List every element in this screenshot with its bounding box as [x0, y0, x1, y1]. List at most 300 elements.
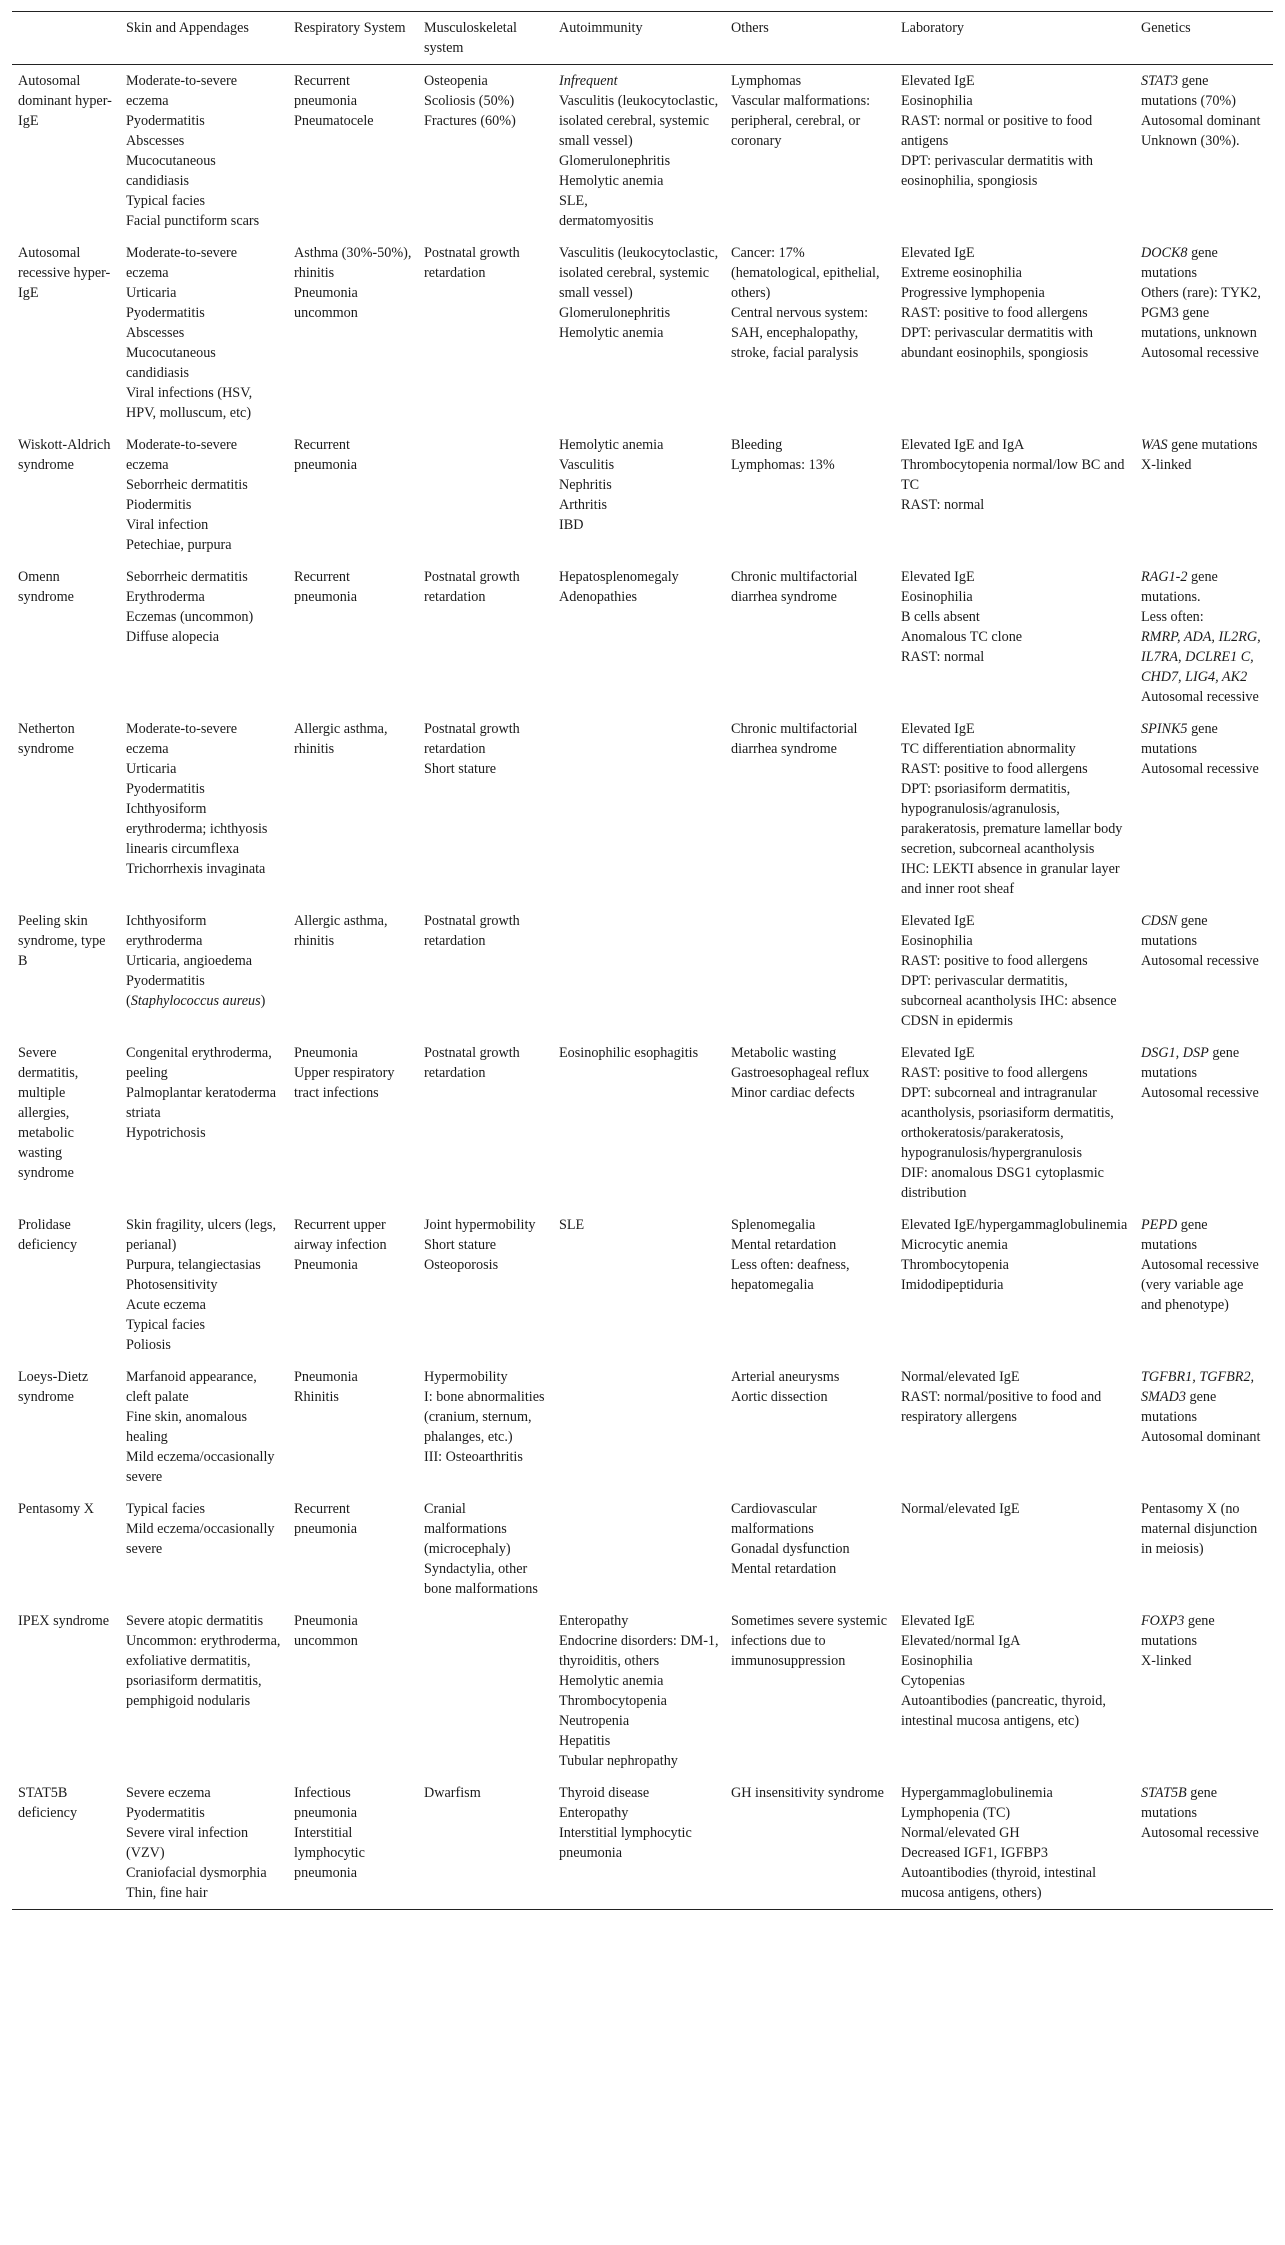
table-cell — [553, 905, 725, 1037]
cell-line: Hypotrichosis — [126, 1125, 206, 1141]
cell-line: Cardiovascular malformations — [731, 1501, 817, 1537]
cell-line: Elevated IgE — [901, 1045, 975, 1061]
table-cell — [1135, 561, 1273, 713]
table-cell — [120, 1777, 288, 1910]
cell-line: Thrombocytopenia — [901, 1257, 1009, 1273]
cell-line: Scoliosis (50%) — [424, 93, 515, 109]
cell-line: Others (rare): TYK2, PGM3 gene mutations, unknown — [1141, 285, 1261, 341]
cell-line: Skin fragility, ulcers (legs, perianal) — [126, 1217, 276, 1253]
table-cell — [553, 1209, 725, 1361]
cell-line: Autosomal dominant — [1141, 113, 1261, 129]
row-condition-name: Wiskott-Aldrich syndrome — [18, 437, 111, 473]
cell-line: Syndactylia, other bone malformations — [424, 1561, 538, 1597]
table-cell — [418, 1361, 553, 1493]
table-cell — [120, 905, 288, 1037]
row-condition-name: Netherton syndrome — [18, 721, 75, 757]
cell-line: Allergic asthma, rhinitis — [294, 913, 388, 949]
cell-line: Autosomal recessive — [1141, 953, 1259, 969]
table-cell — [553, 1605, 725, 1777]
cell-line: Elevated IgE — [901, 721, 975, 737]
text-segment: gene mutations — [1141, 721, 1218, 757]
cell-line: SLE, — [559, 193, 588, 209]
table-cell — [1135, 905, 1273, 1037]
text-segment: gene mutations (70%) — [1141, 73, 1236, 109]
cell-line: Recurrent upper airway infection — [294, 1217, 387, 1253]
table-cell — [418, 713, 553, 905]
table-cell — [120, 561, 288, 713]
cell-line: Photosensitivity — [126, 1277, 218, 1293]
text-segment: gene mutations — [1141, 1613, 1215, 1649]
row-condition-name: Pentasomy X — [18, 1501, 95, 1517]
table-row — [12, 561, 1273, 713]
cell-line — [1141, 627, 1267, 687]
italic-term: SPINK5 — [1141, 721, 1188, 737]
table-cell — [288, 1209, 418, 1361]
column-header: Laboratory — [895, 12, 1135, 65]
cell-line: Vasculitis (leukocytoclastic, isolated cerebral, systemic small vessel) — [559, 93, 719, 149]
cell-line — [1141, 71, 1267, 111]
cell-line: Vascular malformations: peripheral, cerebral, or coronary — [731, 93, 871, 149]
cell-line — [1141, 1043, 1267, 1083]
cell-line: Thrombocytopenia normal/low BC and TC — [901, 457, 1125, 493]
cell-line: Pyodermatitis — [126, 1805, 205, 1821]
table-row — [12, 1605, 1273, 1777]
cell-line: Postnatal growth retardation — [424, 245, 520, 281]
cell-line: Hemolytic anemia — [559, 437, 664, 453]
cell-line: Metabolic wasting — [731, 1045, 837, 1061]
cell-line: Short stature — [424, 1237, 497, 1253]
table-cell — [895, 1493, 1135, 1605]
cell-line: Anomalous TC clone — [901, 629, 1023, 645]
row-condition-name: Prolidase deficiency — [18, 1217, 78, 1253]
cell-line: SLE — [559, 1217, 585, 1233]
italic-term: STAT5B — [1141, 1785, 1187, 1801]
cell-line: Progressive lymphopenia — [901, 285, 1045, 301]
cell-line: Abscesses — [126, 133, 185, 149]
table-row — [12, 1037, 1273, 1209]
italic-term: WAS — [1141, 437, 1168, 453]
table-cell — [895, 561, 1135, 713]
cell-line: Pneumonia uncommon — [294, 1613, 358, 1649]
cell-line: Elevated IgE — [901, 73, 975, 89]
cell-line: Elevated IgE — [901, 245, 975, 261]
cell-line: Enteropathy — [559, 1805, 629, 1821]
table-cell — [725, 237, 895, 429]
table-cell — [120, 1037, 288, 1209]
cell-line: Glomerulonephritis — [559, 153, 671, 169]
cell-line: Elevated IgE — [901, 1613, 975, 1629]
table-cell — [725, 1209, 895, 1361]
table-cell — [288, 1037, 418, 1209]
cell-line: Infectious pneumonia — [294, 1785, 358, 1821]
table-row — [12, 237, 1273, 429]
cell-line: Diffuse alopecia — [126, 629, 220, 645]
cell-line: DPT: psoriasiform dermatitis, hypogranulosis/agranulosis, parakeratosis, premature lamellar body secretion, subcorneal acantholysis — [901, 781, 1123, 857]
cell-line: I: bone abnormalities (cranium, sternum, phalanges, etc.) — [424, 1389, 545, 1445]
cell-line: TC differentiation abnormality — [901, 741, 1076, 757]
cell-line: Pneumonia — [294, 1045, 358, 1061]
cell-line: Petechiae, purpura — [126, 537, 232, 553]
italic-term: STAT3 — [1141, 73, 1179, 89]
table-cell — [553, 1361, 725, 1493]
cell-line: Seborrheic dermatitis — [126, 477, 248, 493]
table-cell — [120, 237, 288, 429]
cell-line — [1141, 911, 1267, 951]
cell-line: Osteopenia — [424, 73, 488, 89]
cell-line: IHC: LEKTI absence in granular layer and inner root sheaf — [901, 861, 1120, 897]
cell-line: Craniofacial dysmorphia — [126, 1865, 267, 1881]
cell-line: Typical facies — [126, 1317, 205, 1333]
text-segment: gene mutations — [1141, 1389, 1217, 1425]
table-cell — [725, 1605, 895, 1777]
cell-line: Elevated IgE — [901, 569, 975, 585]
cell-line: Lymphomas: 13% — [731, 457, 835, 473]
text-segment: gene mutations — [1141, 1217, 1208, 1253]
table-cell — [725, 713, 895, 905]
table-cell — [1135, 713, 1273, 905]
table-cell — [288, 1605, 418, 1777]
cell-line: Cranial malformations (microcephaly) — [424, 1501, 511, 1557]
cell-line: Autoantibodies (pancreatic, thyroid, intestinal mucosa antigens, etc) — [901, 1693, 1106, 1729]
cell-line: Sometimes severe systemic infections due to immunosuppression — [731, 1613, 888, 1669]
table-cell — [288, 561, 418, 713]
table-cell — [553, 429, 725, 561]
cell-line: Nephritis — [559, 477, 612, 493]
cell-line: Eosinophilic esophagitis — [559, 1045, 699, 1061]
table-cell — [1135, 237, 1273, 429]
cell-line: Moderate-to-severe eczema — [126, 73, 238, 109]
table-cell — [288, 1777, 418, 1910]
table-cell — [1135, 1493, 1273, 1605]
table-cell — [288, 713, 418, 905]
cell-line: Severe viral infection (VZV) — [126, 1825, 249, 1861]
cell-line: Moderate-to-severe eczema — [126, 437, 238, 473]
cell-line: Pyodermatitis — [126, 305, 205, 321]
cell-line: Mental retardation — [731, 1237, 837, 1253]
cell-line: Lymphopenia (TC) — [901, 1805, 1011, 1821]
cell-line: GH insensitivity syndrome — [731, 1785, 884, 1801]
table-cell — [895, 1777, 1135, 1910]
cell-line: Vasculitis (leukocytoclastic, isolated cerebral, systemic small vessel) — [559, 245, 719, 301]
cell-line: Hemolytic anemia — [559, 325, 664, 341]
table-cell — [418, 1209, 553, 1361]
table-cell — [288, 65, 418, 238]
cell-line: Gonadal dysfunction — [731, 1541, 850, 1557]
cell-line: Moderate-to-severe eczema — [126, 721, 238, 757]
row-condition-name: Autosomal dominant hyper-IgE — [18, 73, 112, 129]
cell-line: Arterial aneurysms — [731, 1369, 840, 1385]
text-segment: gene mutations — [1141, 913, 1208, 949]
cell-line: Facial punctiform scars — [126, 213, 260, 229]
italic-term: DSG1, DSP — [1141, 1045, 1209, 1061]
cell-line: DIF: anomalous DSG1 cytoplasmic distribution — [901, 1165, 1104, 1201]
cell-line: Pyodermatitis — [126, 113, 205, 129]
cell-line: Neutropenia — [559, 1713, 630, 1729]
table-cell — [725, 1361, 895, 1493]
cell-line: RAST: positive to food allergens — [901, 1065, 1088, 1081]
cell-line: Splenomegalia — [731, 1217, 816, 1233]
cell-line: DPT: perivascular dermatitis with eosinophilia, spongiosis — [901, 153, 1093, 189]
cell-line: Eosinophilia — [901, 933, 973, 949]
table-row — [12, 1777, 1273, 1910]
cell-line: Rhinitis — [294, 1389, 339, 1405]
cell-line: RAST: positive to food allergens — [901, 305, 1088, 321]
cell-line: Endocrine disorders: DM-1, thyroiditis, others — [559, 1633, 719, 1669]
cell-line: III: Osteoarthritis — [424, 1449, 523, 1465]
cell-line: Gastroesophageal reflux — [731, 1065, 870, 1081]
italic-term: RAG1-2 — [1141, 569, 1188, 585]
italic-term: TGFBR1, TGFBR2, SMAD3 — [1141, 1369, 1255, 1405]
cell-line: Congenital erythroderma, peeling — [126, 1045, 272, 1081]
table-cell — [895, 237, 1135, 429]
cell-line — [126, 991, 282, 1011]
table-cell — [725, 1493, 895, 1605]
cell-line: IBD — [559, 517, 584, 533]
row-condition-name: Peeling skin syndrome, type B — [18, 913, 106, 969]
cell-line: B cells absent — [901, 609, 980, 625]
row-condition-name: Omenn syndrome — [18, 569, 74, 605]
table-cell — [725, 1777, 895, 1910]
cell-line: Viral infections (HSV, HPV, molluscum, etc) — [126, 385, 253, 421]
table-cell — [1135, 1037, 1273, 1209]
cell-line: Imidodipeptiduria — [901, 1277, 1004, 1293]
table-cell — [120, 1209, 288, 1361]
table-cell — [1135, 1361, 1273, 1493]
table-cell — [418, 1493, 553, 1605]
table-cell — [1135, 1777, 1273, 1910]
cell-line: Less often: deafness, hepatomegalia — [731, 1257, 850, 1293]
cell-line: Decreased IGF1, IGFBP3 — [901, 1845, 1048, 1861]
table-cell — [418, 1037, 553, 1209]
cell-line: Pneumonia — [294, 1257, 358, 1273]
table-cell — [895, 1037, 1135, 1209]
cell-line: Postnatal growth retardation — [424, 569, 520, 605]
cell-line: Autoantibodies (thyroid, intestinal mucosa antigens, others) — [901, 1865, 1097, 1901]
table-cell — [120, 1605, 288, 1777]
table-body — [12, 65, 1273, 1910]
cell-line: Minor cardiac defects — [731, 1085, 855, 1101]
cell-line: RAST: positive to food allergens — [901, 761, 1088, 777]
cell-line — [1141, 1783, 1267, 1823]
cell-line: Acute eczema — [126, 1297, 206, 1313]
cell-line: Viral infection — [126, 517, 209, 533]
cell-line: Hemolytic anemia — [559, 1673, 664, 1689]
cell-line: Unknown (30%). — [1141, 133, 1240, 149]
table-row — [12, 905, 1273, 1037]
cell-line: Pneumatocele — [294, 113, 374, 129]
cell-line: Urticaria — [126, 285, 177, 301]
table-cell — [895, 1209, 1135, 1361]
cell-line: Hypergammaglobulinemia — [901, 1785, 1053, 1801]
cell-line: Joint hypermobility — [424, 1217, 536, 1233]
cell-line: Mental retardation — [731, 1561, 837, 1577]
cell-line: Cancer: 17% (hematological, epithelial, others) — [731, 245, 880, 301]
table-cell — [418, 65, 553, 238]
table-cell — [553, 65, 725, 238]
table-cell — [288, 237, 418, 429]
cell-line: Normal/elevated IgE — [901, 1501, 1020, 1517]
cell-line: Mild eczema/occasionally severe — [126, 1521, 275, 1557]
italic-term: PEPD — [1141, 1217, 1178, 1233]
italic-term: FOXP3 — [1141, 1613, 1185, 1629]
column-header: Musculoskeletal system — [418, 12, 553, 65]
text-segment: gene mutations — [1167, 437, 1258, 453]
cell-line: Dwarfism — [424, 1785, 481, 1801]
cell-line: Fractures (60%) — [424, 113, 516, 129]
cell-line: Moderate-to-severe eczema — [126, 245, 238, 281]
cell-line — [1141, 1611, 1267, 1651]
row-condition-name: Severe dermatitis, multiple allergies, metabolic wasting syndrome — [18, 1045, 79, 1181]
cell-line: RAST: normal or positive to food antigens — [901, 113, 1093, 149]
table-cell — [418, 237, 553, 429]
cell-line: Chronic multifactorial diarrhea syndrome — [731, 721, 858, 757]
table-cell — [120, 65, 288, 238]
table-cell — [895, 65, 1135, 238]
table-cell — [288, 1493, 418, 1605]
cell-line: Recurrent pneumonia — [294, 569, 358, 605]
cell-line: Seborrheic dermatitis — [126, 569, 248, 585]
cell-line: Mucocutaneous candidiasis — [126, 345, 216, 381]
italic-term: CDSN — [1141, 913, 1178, 929]
table-row — [12, 1361, 1273, 1493]
cell-line: X-linked — [1141, 1653, 1192, 1669]
cell-line: Elevated IgE — [901, 913, 975, 929]
cell-line: Asthma (30%-50%), rhinitis — [294, 245, 412, 281]
cell-line: Eosinophilia — [901, 93, 973, 109]
cell-line — [1141, 567, 1267, 607]
cell-line: Mild eczema/occasionally severe — [126, 1449, 275, 1485]
table-row — [12, 1209, 1273, 1361]
cell-line: Tubular nephropathy — [559, 1753, 678, 1769]
cell-line: RAST: normal — [901, 649, 985, 665]
cell-line: Fine skin, anomalous healing — [126, 1409, 247, 1445]
table-cell — [725, 1037, 895, 1209]
cell-line: Extreme eosinophilia — [901, 265, 1022, 281]
table-cell — [895, 429, 1135, 561]
table-cell — [120, 429, 288, 561]
table-cell — [725, 905, 895, 1037]
cell-line: Less often: — [1141, 609, 1204, 625]
table-cell — [553, 561, 725, 713]
column-header: Others — [725, 12, 895, 65]
cell-line: Postnatal growth retardation — [424, 913, 520, 949]
cell-line — [1141, 243, 1267, 283]
table-cell — [553, 1493, 725, 1605]
table-cell — [288, 905, 418, 1037]
cell-line: Autosomal recessive — [1141, 345, 1259, 361]
table-row — [12, 65, 1273, 238]
text-segment: gene mutations. — [1141, 569, 1218, 605]
cell-line: Abscesses — [126, 325, 185, 341]
table-cell — [553, 237, 725, 429]
cell-line: Marfanoid appearance, cleft palate — [126, 1369, 257, 1405]
table-row — [12, 429, 1273, 561]
cell-line: Autosomal recessive — [1141, 1825, 1259, 1841]
table-cell — [895, 1605, 1135, 1777]
cell-line: Allergic asthma, rhinitis — [294, 721, 388, 757]
table-cell — [120, 1361, 288, 1493]
syndrome-comparison-table — [12, 11, 1273, 1910]
cell-line: X-linked — [1141, 457, 1192, 473]
cell-line: Typical facies — [126, 1501, 205, 1517]
cell-line: Urticaria, angioedema — [126, 953, 253, 969]
cell-line: Autosomal recessive — [1141, 689, 1259, 705]
cell-line: Hepatitis — [559, 1733, 611, 1749]
text-segment: gene mutations — [1141, 245, 1218, 281]
cell-line: Autosomal recessive — [1141, 761, 1259, 777]
cell-line: Adenopathies — [559, 589, 638, 605]
table-cell — [553, 713, 725, 905]
cell-line: Thrombocytopenia — [559, 1693, 667, 1709]
table-cell — [418, 905, 553, 1037]
table-cell — [725, 561, 895, 713]
row-condition-name: STAT5B deficiency — [12, 1777, 120, 1910]
cell-line: RAST: positive to food allergens — [901, 953, 1088, 969]
cell-line: Thin, fine hair — [126, 1885, 208, 1901]
cell-line: Trichorrhexis invaginata — [126, 861, 266, 877]
cell-line: Pneumonia uncommon — [294, 285, 358, 321]
cell-line — [1141, 435, 1267, 455]
cell-line: Recurrent pneumonia — [294, 73, 358, 109]
table-cell — [895, 905, 1135, 1037]
cell-line: Thyroid disease — [559, 1785, 650, 1801]
cell-line: Microcytic anemia — [901, 1237, 1008, 1253]
cell-line: RAST: normal/positive to food and respiratory allergens — [901, 1389, 1102, 1425]
cell-line: Ichthyosiform erythroderma — [126, 913, 207, 949]
cell-line: Infrequent — [559, 73, 618, 89]
table-cell — [895, 1361, 1135, 1493]
text-segment: gene mutations — [1141, 1045, 1240, 1081]
cell-line: Severe atopic dermatitis — [126, 1613, 264, 1629]
cell-line — [1141, 719, 1267, 759]
cell-line: Eosinophilia — [901, 589, 973, 605]
cell-line: Autosomal recessive (very variable age and phenotype) — [1141, 1257, 1259, 1313]
cell-line: DPT: perivascular dermatitis with abundant eosinophils, spongiosis — [901, 325, 1093, 361]
table-cell — [725, 429, 895, 561]
row-condition-name: Loeys-Dietz syndrome — [18, 1369, 89, 1405]
cell-line: Palmoplantar keratoderma striata — [126, 1085, 277, 1121]
cell-line: Piodermitis — [126, 497, 192, 513]
table-cell — [288, 429, 418, 561]
cell-line: Hemolytic anemia — [559, 173, 664, 189]
table-cell — [418, 429, 553, 561]
cell-line: Mucocutaneous candidiasis — [126, 153, 216, 189]
cell-line: Interstitial lymphocytic pneumonia — [294, 1825, 365, 1881]
cell-line: Elevated IgE/hypergammaglobulinemia — [901, 1217, 1128, 1233]
row-condition-name: IPEX syndrome — [18, 1613, 110, 1629]
table-row — [12, 1493, 1273, 1605]
text-segment: gene mutations — [1141, 1785, 1218, 1821]
cell-line: RAST: normal — [901, 497, 985, 513]
table-cell — [895, 713, 1135, 905]
table-header — [12, 12, 1273, 65]
cell-line: Osteoporosis — [424, 1257, 499, 1273]
table-cell — [288, 1361, 418, 1493]
cell-line: Typical facies — [126, 193, 205, 209]
cell-line: Pyodermatitis — [126, 781, 205, 797]
table-cell — [418, 1777, 553, 1910]
row-condition-name: Autosomal recessive hyper-IgE — [18, 245, 111, 301]
cell-line: Erythroderma — [126, 589, 205, 605]
cell-line: Recurrent pneumonia — [294, 437, 358, 473]
cell-line: Enteropathy — [559, 1613, 629, 1629]
table-row — [12, 713, 1273, 905]
cell-line: Ichthyosiform erythroderma; ichthyosis linearis circumflexa — [126, 801, 268, 857]
italic-term: Staphylococcus aureus — [130, 993, 261, 1009]
cell-line: Pneumonia — [294, 1369, 358, 1385]
italic-term: RMRP, ADA, IL2RG, IL7RA, DCLRE1 C, CHD7, LIG4, AK2 — [1141, 629, 1261, 685]
cell-line: Aortic dissection — [731, 1389, 828, 1405]
